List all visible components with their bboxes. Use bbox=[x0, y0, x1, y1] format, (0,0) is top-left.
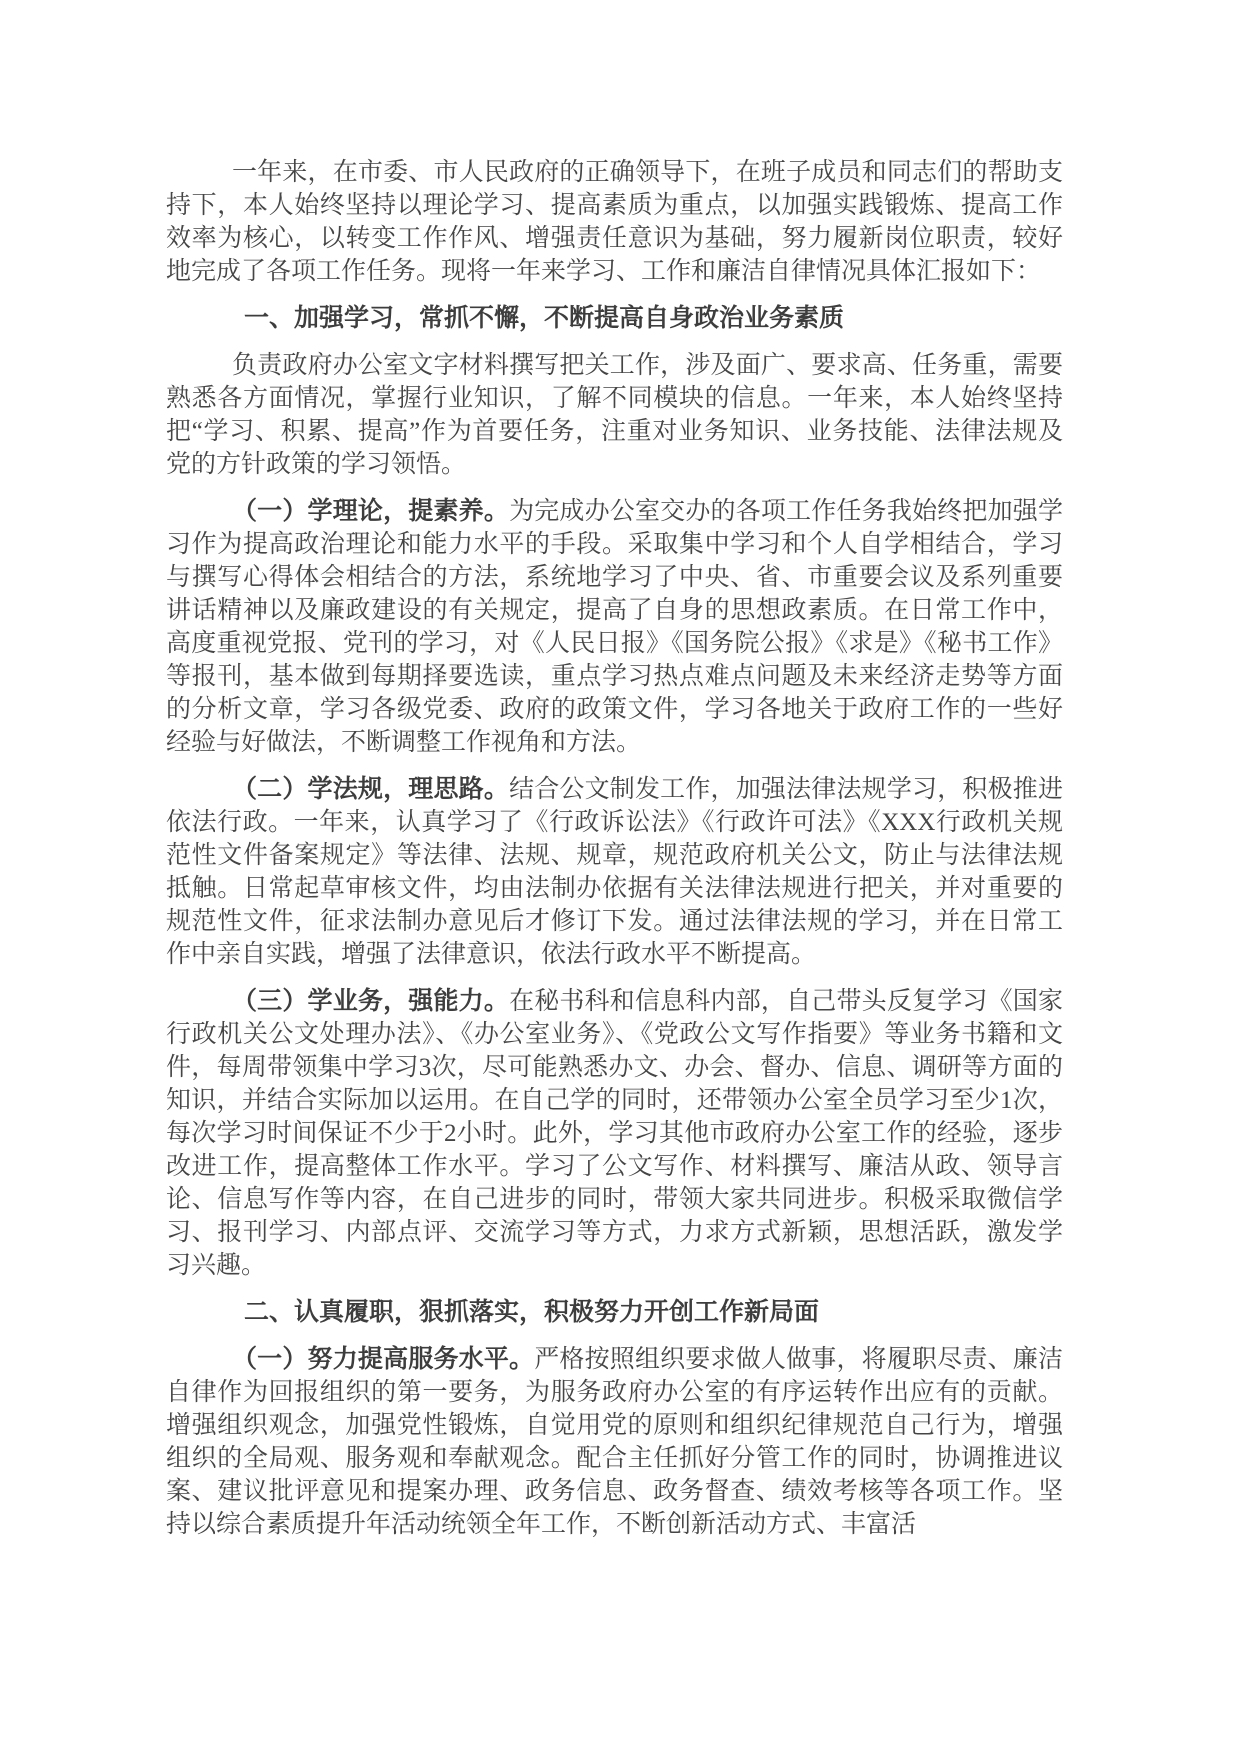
bold-run: （二）学法规，理思路。 bbox=[232, 775, 510, 803]
bold-run: （一）学理论，提素养。 bbox=[232, 497, 510, 525]
section-heading bbox=[166, 302, 1063, 335]
text-run: 为完成办公室交办的各项工作任务我始终把加强学习作为提高政治理论和能力水平的手段。采取集中学习和个人自学相结合，学习与撰写心得体会相结合的方法，系统地学习了中央、省、市重要会议及系列重要讲话精神以及廉政建设的有关规定，提高了自身的思想政素质。在日常工作中，高度重视党报、党刊的学习，对《人民日报》《国务院公报》《求是》《秘书工作》等报刊，基本做到每期择要选读，重点学习热点难点问题及未来经济走势等方面的分析文章，学习各级党委、政府的政策文件，学习各地关于政府工作的一些好经验与好做法，不断调整工作视角和方法。 bbox=[166, 498, 1063, 756]
paragraph bbox=[166, 495, 1063, 759]
section-heading bbox=[166, 1296, 1063, 1329]
bold-run: 一、加强学习，常抓不懈，不断提高自身政治业务素质 bbox=[244, 304, 845, 332]
text-run: 严格按照组织要求做人做事，将履职尽责、廉洁自律作为回报组织的第一要务，为服务政府办公室的有序运转作出应有的贡献。增强组织观念，加强党性锻炼，自觉用党的原则和组织纪律规范自己行为，增强组织的全局观、服务观和奉献观念。配合主任抓好分管工作的同时，协调推进议案、建议批评意见和提案办理、政务信息、政务督查、绩效考核等各项工作。坚持以综合素质提升年活动统领全年工作，不断创新活动方式、丰富活 bbox=[166, 1346, 1063, 1538]
bold-run: 二、认真履职，狠抓落实，积极努力开创工作新局面 bbox=[244, 1298, 820, 1326]
paragraph bbox=[166, 1343, 1063, 1541]
bold-run: （一）努力提高服务水平。 bbox=[232, 1345, 535, 1373]
text-run: 一年来，在市委、市人民政府的正确领导下，在班子成员和同志们的帮助支持下，本人始终坚持以理论学习、提高素质为重点，以加强实践锻炼、提高工作效率为核心，以转变工作作风、增强责任意识为基础，努力履新岗位职责，较好地完成了各项工作任务。现将一年来学习、工作和廉洁自律情况具体汇报如下： bbox=[166, 159, 1063, 285]
text-run: 负责政府办公室文字材料撰写把关工作，涉及面广、要求高、任务重，需要熟悉各方面情况，掌握行业知识，了解不同模块的信息。一年来，本人始终坚持把“学习、积累、提高”作为首要任务，注重对业务知识、业务技能、法律法规及党的方针政策的学习领悟。 bbox=[166, 352, 1063, 478]
bold-run: （三）学业务，强能力。 bbox=[232, 987, 510, 1015]
paragraph bbox=[166, 156, 1063, 288]
text-run: 在秘书科和信息科内部，自己带头反复学习《国家行政机关公文处理办法》、《办公室业务》、《党政公文写作指要》等业务书籍和文件，每周带领集中学习3次，尽可能熟悉办文、办会、督办、信息、调研等方面的知识，并结合实际加以运用。在自己学的同时，还带领办公室全员学习至少1次，每次学习时间保证不少于2小时。此外，学习其他市政府办公室工作的经验，逐步改进工作，提高整体工作水平。学习了公文写作、材料撰写、廉洁从政、领导言论、信息写作等内容，在自己进步的同时，带领大家共同进步。积极采取微信学习、报刊学习、内部点评、交流学习等方式，力求方式新颖，思想活跃，激发学习兴趣。 bbox=[166, 988, 1063, 1279]
paragraph bbox=[166, 985, 1063, 1282]
text-run: 结合公文制发工作，加强法律法规学习，积极推进依法行政。一年来，认真学习了《行政诉讼法》《行政许可法》《XXX行政机关规范性文件备案规定》等法律、法规、规章，规范政府机关公文，防止与法律法规抵触。日常起草审核文件，均由法制办依据有关法律法规进行把关，并对重要的规范性文件，征求法制办意见后才修订下发。通过法律法规的学习，并在日常工作中亲自实践，增强了法律意识，依法行政水平不断提高。 bbox=[166, 776, 1063, 968]
paragraph bbox=[166, 349, 1063, 481]
paragraph bbox=[166, 773, 1063, 971]
document-body bbox=[166, 156, 1063, 1555]
